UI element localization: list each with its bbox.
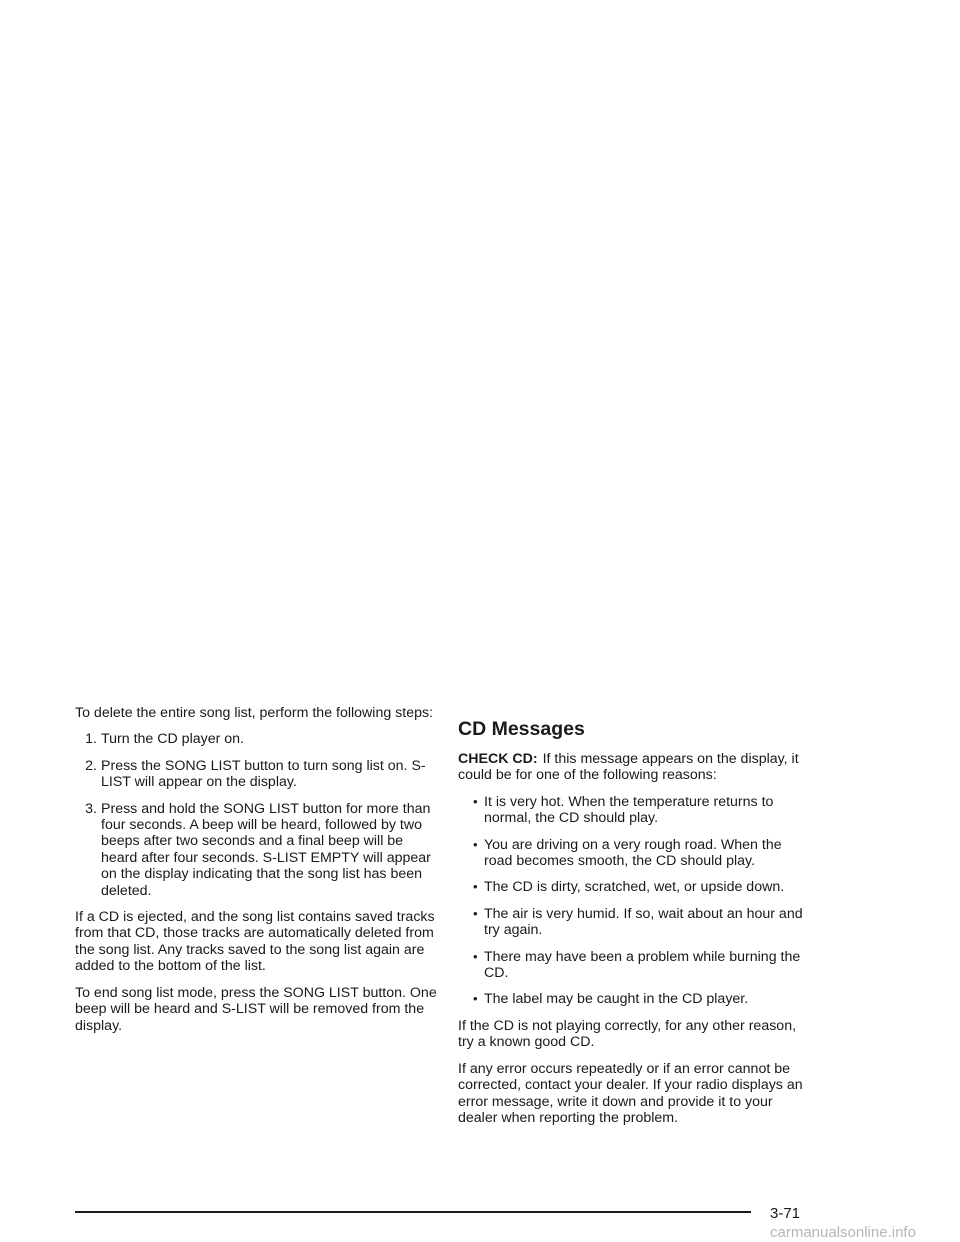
step-text: Turn the CD player on. <box>101 731 244 748</box>
not-playing-paragraph: If the CD is not playing correctly, for any other reason, try a known good CD. <box>458 1017 797 1051</box>
list-item <box>75 731 440 747</box>
delete-steps-list <box>75 731 440 899</box>
bullet-icon: • <box>473 793 478 809</box>
footer-divider <box>75 1211 751 1213</box>
list-item <box>75 801 440 899</box>
step-text: Press the SONG LIST button to turn song list on. S-LIST will appear on the display. <box>101 757 426 791</box>
bullet-text: It is very hot. When the temperature returns to normal, the CD should play. <box>484 793 774 827</box>
bullet-icon: • <box>473 836 478 852</box>
error-paragraph: If any error occurs repeatedly or if an error cannot be corrected, contact your dealer. If your radio displays an error message, write it down and provide it to your dealer when reporting the problem. <box>458 1060 803 1126</box>
step-number: 1. <box>85 731 97 748</box>
reasons-list <box>458 794 813 1008</box>
list-item <box>75 758 440 791</box>
bullet-text: The label may be caught in the CD player. <box>484 991 749 1008</box>
check-cd-text: If this message appears on the display, it could be for one of the following reasons: <box>458 751 799 784</box>
bullet-icon: • <box>473 879 478 895</box>
page-number: 3-71 <box>770 1205 801 1222</box>
song-list-delete-intro: To delete the entire song list, perform the following steps: <box>75 705 434 721</box>
section-heading: CD Messages <box>458 718 585 740</box>
bullet-icon: • <box>473 948 478 964</box>
left-column <box>75 705 440 1044</box>
bullet-text: You are driving on a very rough road. When the road becomes smooth, the CD should play. <box>484 836 782 870</box>
list-item <box>458 879 813 895</box>
list-item <box>458 837 813 870</box>
list-item <box>458 949 813 982</box>
list-item <box>458 991 813 1007</box>
bullet-icon: • <box>473 991 478 1007</box>
step-number: 3. <box>85 800 97 817</box>
bullet-text: The air is very humid. If so, wait about an hour and try again. <box>484 905 803 939</box>
ejected-cd-paragraph: If a CD is ejected, and the song list contains saved tracks from that CD, those tracks are automatically deleted from the song list. Any tracks saved to the song list again are added to the bottom of the list. <box>75 909 435 975</box>
check-cd-label: CHECK CD: <box>458 751 538 767</box>
bullet-icon: • <box>473 905 478 921</box>
step-text: Press and hold the SONG LIST button for more than four seconds. A beep will be heard, followed by two beeps after two seconds and a final beep will be heard after four seconds. S-LIST EMPTY will appear on the display indicating that the song list has been deleted. <box>101 800 431 899</box>
list-item <box>458 906 813 939</box>
bullet-text: There may have been a problem while burning the CD. <box>484 948 801 982</box>
step-number: 2. <box>85 757 97 774</box>
check-cd-paragraph <box>458 751 813 784</box>
list-item <box>458 794 813 827</box>
end-song-list-paragraph: To end song list mode, press the SONG LIST button. One beep will be heard and S-LIST will be removed from the display. <box>75 984 437 1034</box>
watermark-text: carmanualsonline.info <box>770 1224 916 1241</box>
right-column <box>458 718 813 1136</box>
bullet-text: The CD is dirty, scratched, wet, or upside down. <box>484 879 785 896</box>
